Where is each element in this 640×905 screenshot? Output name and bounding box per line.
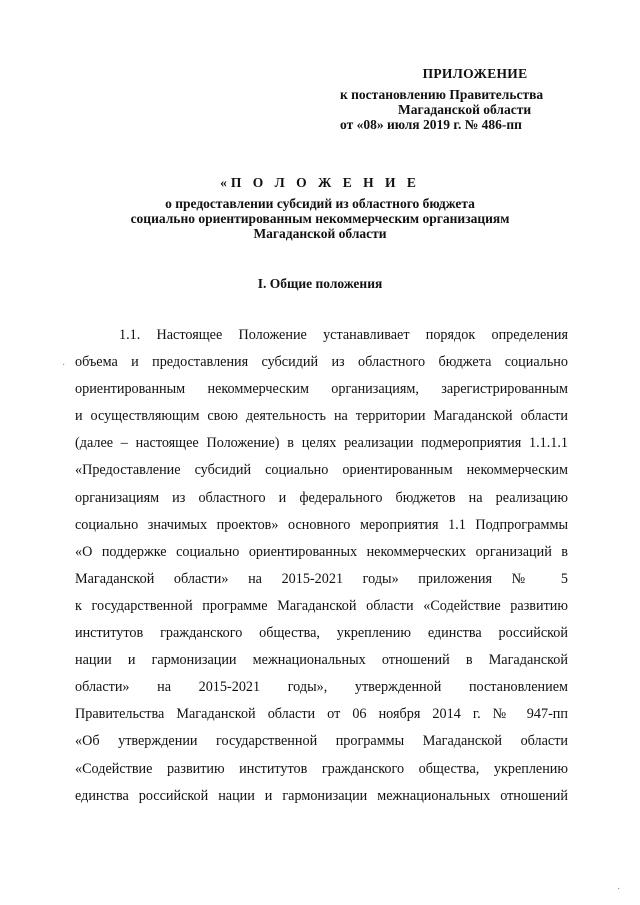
paragraph-1-1 [75,322,568,810]
document-title-block [60,175,580,241]
paragraph-line: Магаданской области» на 2015-2021 годы» приложения № 5 [75,570,568,587]
paragraph-line: социально значимых проектов» основного мероприятия 1.1 Подпрограммы [75,516,568,533]
appendix-line-3: от «08» июля 2019 г. № 486-пп [340,117,522,132]
paragraph-line: «Об утверждении государственной программы Магаданской области [75,733,568,750]
paragraph-line: единства российской нации и гармонизации межнациональных отношений [75,787,568,804]
paragraph-line: (далее – настоящее Положение) в целях реализации подмероприятия 1.1.1.1 [75,435,568,452]
document-subtitle-line: социально ориентированным некоммерческим организациям [130,211,510,226]
paragraph-line: Правительства Магаданской области от 06 ноября 2014 г. № 947-пп [75,706,568,723]
paragraph-line: области» на 2015-2021 годы», утвержденной постановлением [75,679,568,696]
appendix-stamp [340,66,580,132]
paragraph-line: 1.1. Настоящее Положение устанавливает порядок определения [119,327,568,343]
paragraph-line: «Содействие развитию институтов гражданского общества, укреплению [75,760,568,777]
paragraph-line: «О поддержке социально ориентированных некоммерческих организаций в [75,543,568,560]
document-subtitle-line: Магаданской области [253,226,387,241]
section-heading: I. Общие положения [257,276,383,291]
appendix-heading: ПРИЛОЖЕНИЕ [422,66,528,81]
paragraph-line: институтов гражданского общества, укреплению единства российской [75,625,568,642]
scan-speck: · [62,360,66,371]
scan-speck: · [617,884,621,895]
document-subtitle-line: о предоставлении субсидий из областного бюджета [165,196,475,211]
paragraph-line: нации и гармонизации межнациональных отношений в Магаданской [75,652,568,669]
appendix-line-2: Магаданской области [398,102,532,117]
paragraph-line: организациям из областного и федерального бюджетов на реализацию [75,489,568,506]
paragraph-line: и осуществляющим свою деятельность на территории Магаданской области [75,408,568,425]
document-title: «П О Л О Ж Е Н И Е [220,175,420,190]
paragraph-line: объема и предоставления субсидий из областного бюджета социально [75,354,568,371]
paragraph-line: к государственной программе Магаданской области «Содействие развитию [75,597,568,614]
paragraph-line: «Предоставление субсидий социально ориентированным некоммерческим [75,462,568,479]
appendix-line-1: к постановлению Правительства [340,87,544,102]
paragraph-line: ориентированным некоммерческим организациям, зарегистрированным [75,381,568,398]
